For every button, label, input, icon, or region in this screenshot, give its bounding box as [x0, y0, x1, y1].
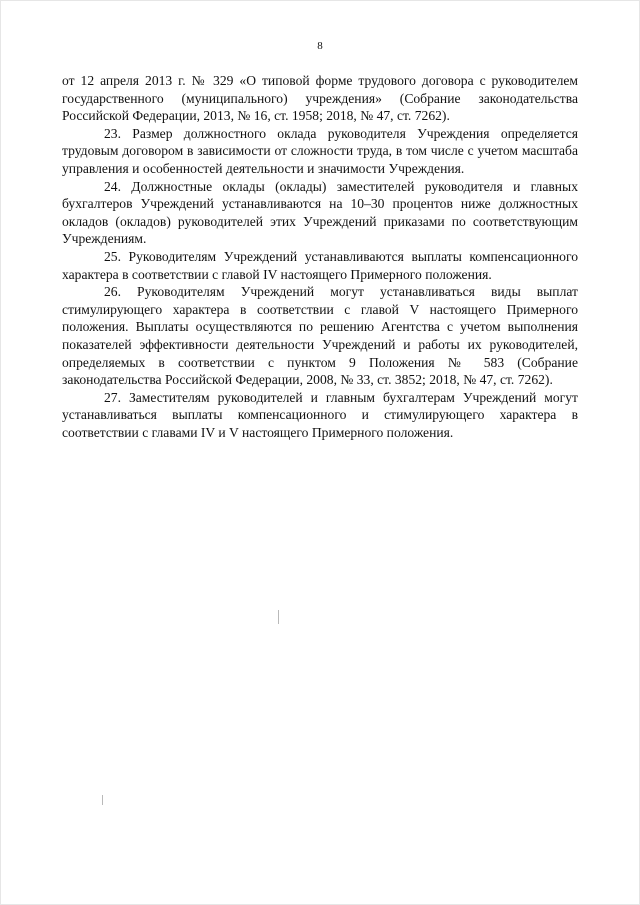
paragraph-24: 24. Должностные оклады (оклады) заместителей руководителя и главных бухгалтеров Учреждений устанавливаются на 10–30 процентов ниже должностных окладов (окладов) руководителей этих Учреждений приказами по соответствующим Учреждениям. — [62, 178, 578, 247]
paragraph-26: 26. Руководителям Учреждений могут устанавливаться виды выплат стимулирующего характера в соответствии с главой V настоящего Примерного положения. Выплаты осуществляются по решению Агентства с учетом выполнения показателей эффективности деятельности Учреждений и работы их руководителей, определяемых в соответствии с пунктом 9 Положения № 583 (Собрание законодательства Российской Федерации, 2008, № 33, ст. 3852; 2018, № 47, ст. 7262). — [62, 284, 578, 388]
scan-artifact — [278, 610, 279, 624]
paragraph-25: 25. Руководителям Учреждений устанавливаются выплаты компенсационного характера в соответствии с главой IV настоящего Примерного положения. — [62, 248, 578, 282]
page-number: 8 — [317, 40, 323, 52]
document-body — [62, 72, 578, 441]
paragraph-23: 23. Размер должностного оклада руководителя Учреждения определяется трудовым договором в зависимости от сложности труда, в том числе с учетом масштаба управления и особенностей деятельности и значимости Учреждения. — [62, 125, 578, 176]
scan-artifact — [102, 795, 103, 805]
paragraph-27: 27. Заместителям руководителей и главным бухгалтерам Учреждений могут устанавливаться выплаты компенсационного и стимулирующего характера в соответствии с главами IV и V настоящего Примерного положения. — [62, 389, 578, 440]
paragraph-continuation: от 12 апреля 2013 г. № 329 «О типовой форме трудового договора с руководителем государственного (муниципального) учреждения» (Собрание законодательства Российской Федерации, 2013, № 16, ст. 1958; 2018, № 47, ст. 7262). — [62, 73, 578, 124]
